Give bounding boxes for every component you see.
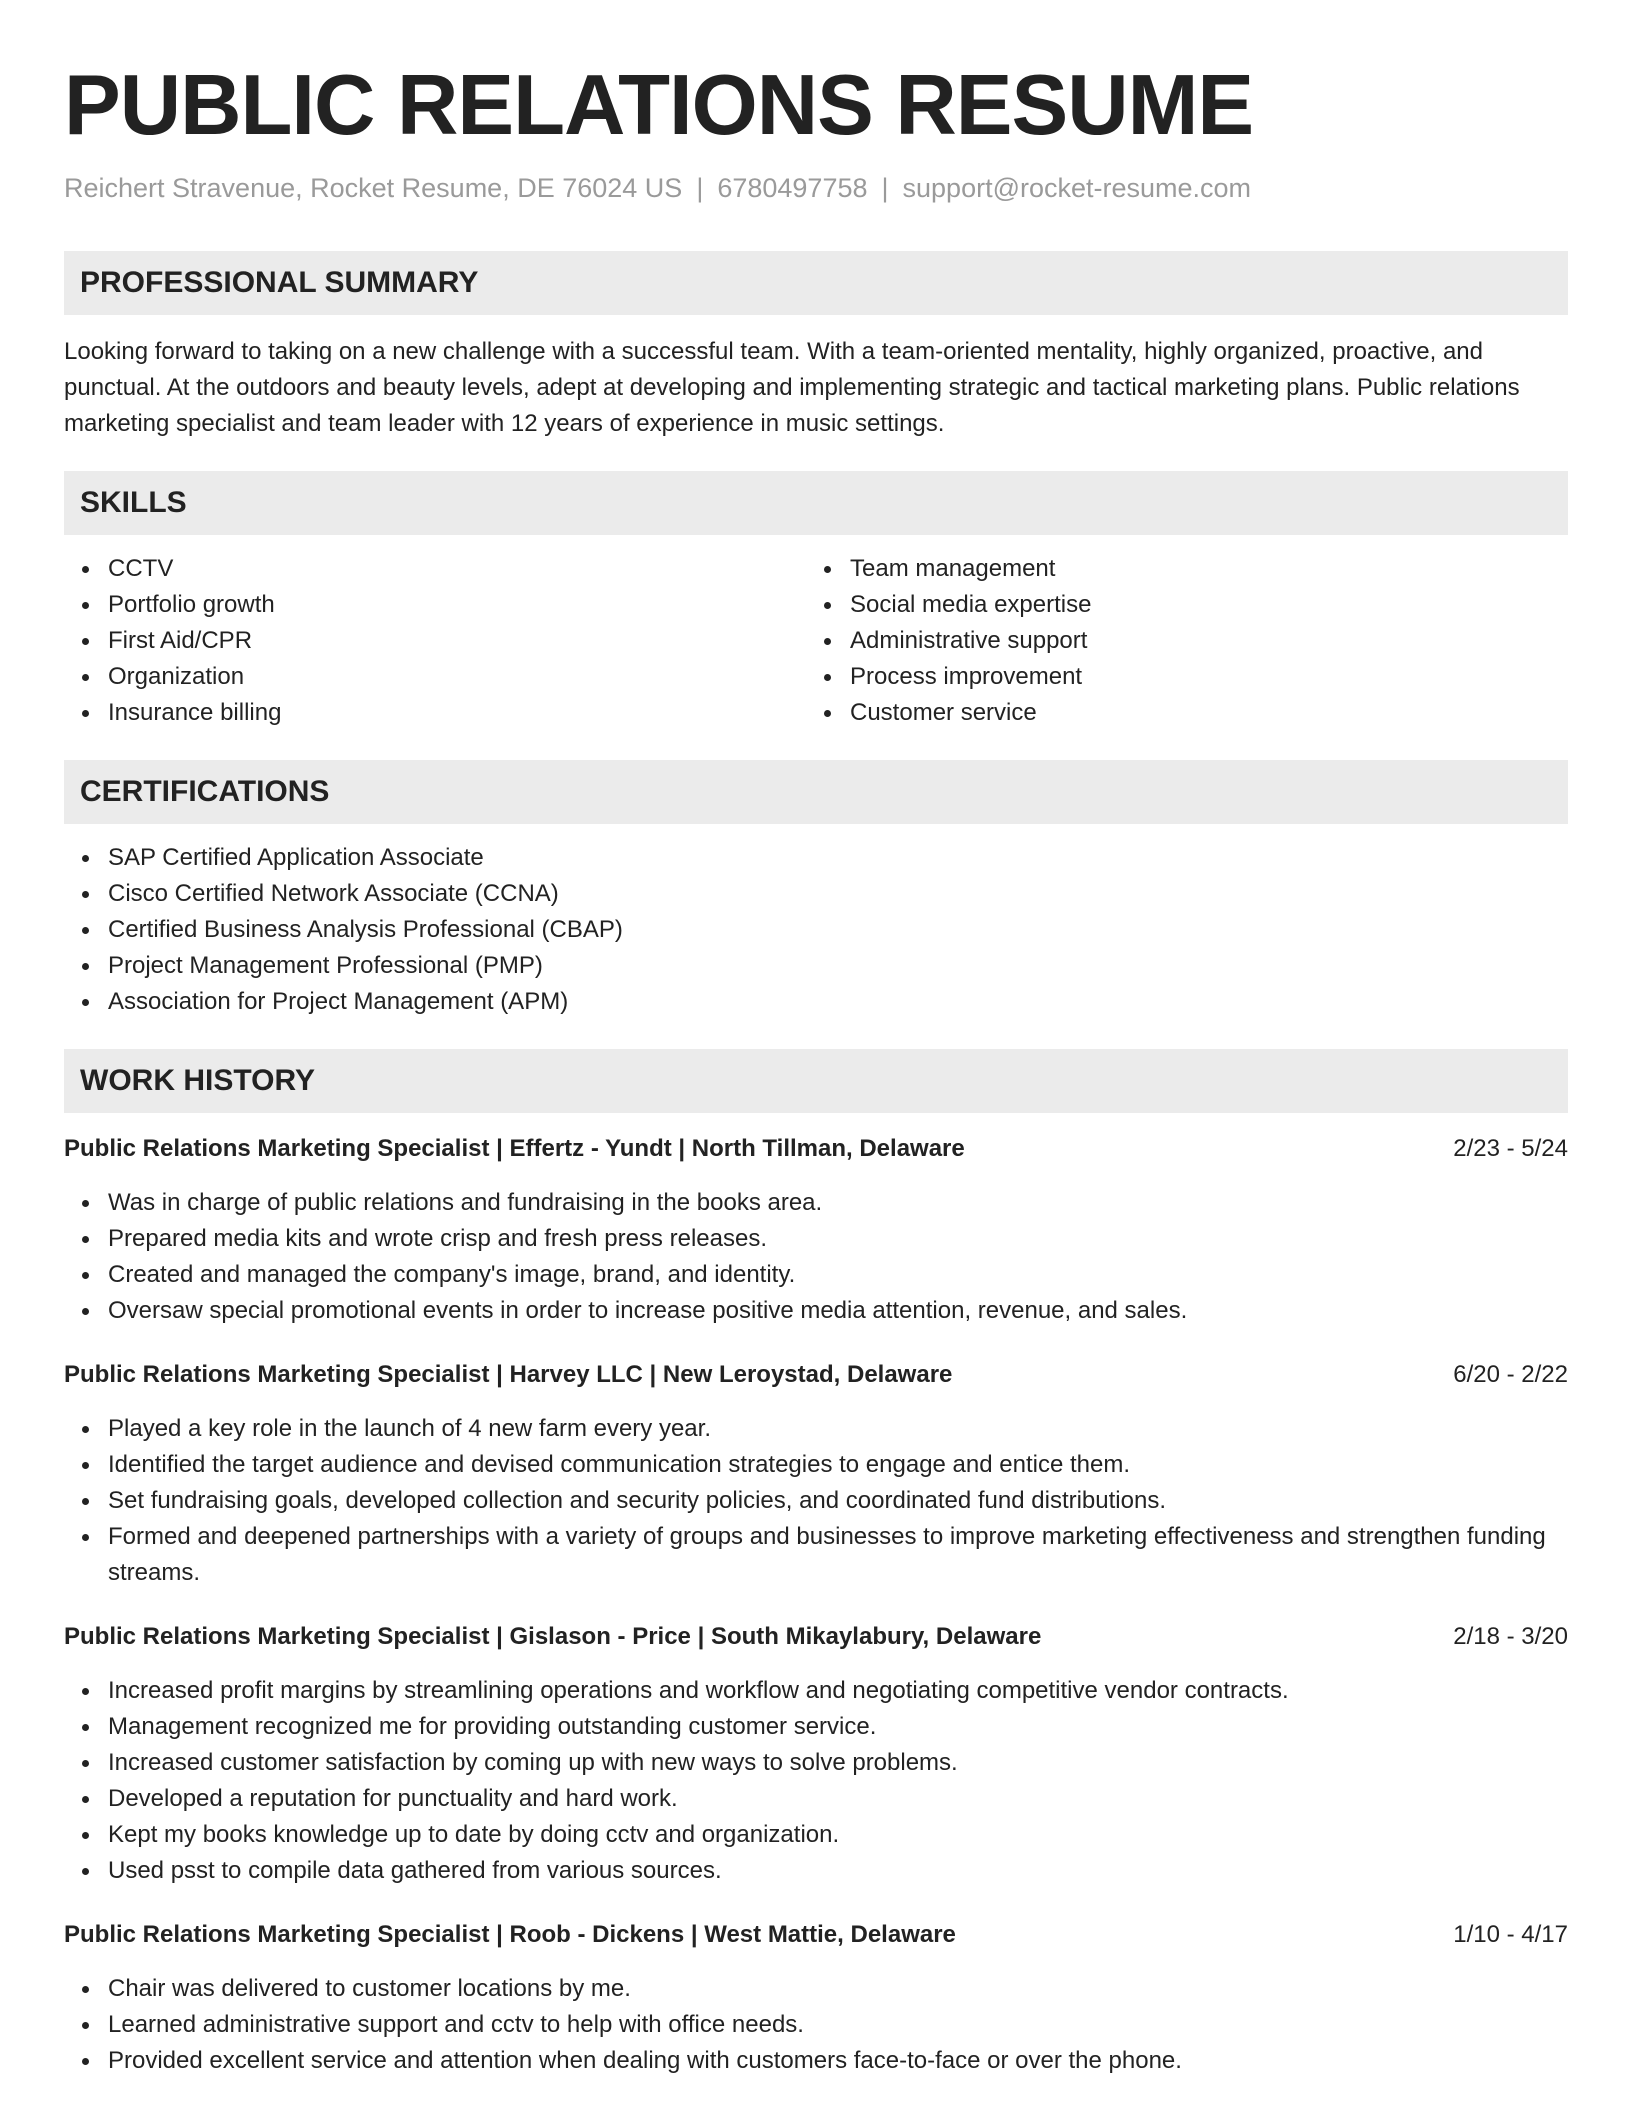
skills-column-right xyxy=(806,551,1548,731)
section-heading-certifications: CERTIFICATIONS xyxy=(64,760,1568,824)
list-item: Set fundraising goals, developed collection and security policies, and coordinated fund distributions. xyxy=(108,1483,1568,1519)
list-item: Increased customer satisfaction by coming up with new ways to solve problems. xyxy=(108,1745,1568,1781)
list-item: Prepared media kits and wrote crisp and fresh press releases. xyxy=(108,1221,1568,1257)
list-item: Organization xyxy=(108,659,806,695)
skills-column-left xyxy=(64,551,806,731)
list-item: Certified Business Analysis Professional (CBAP) xyxy=(108,912,1568,948)
contact-separator: | xyxy=(881,173,889,203)
contact-line xyxy=(64,170,1568,206)
job-title: Public Relations Marketing Specialist | Harvey LLC | New Leroystad, Delaware xyxy=(64,1361,953,1388)
job-header xyxy=(64,1357,1568,1393)
contact-phone: 6780497758 xyxy=(717,173,868,203)
list-item: First Aid/CPR xyxy=(108,623,806,659)
job-header xyxy=(64,1131,1568,1167)
job-bullets xyxy=(64,1411,1568,1591)
job-title: Public Relations Marketing Specialist | Roob - Dickens | West Mattie, Delaware xyxy=(64,1921,956,1948)
list-item: Formed and deepened partnerships with a variety of groups and businesses to improve marketing effectiveness and strengthen funding streams. xyxy=(108,1519,1568,1591)
list-item: Cisco Certified Network Associate (CCNA) xyxy=(108,876,1568,912)
list-item: Created and managed the company's image, brand, and identity. xyxy=(108,1257,1568,1293)
list-item: CCTV xyxy=(108,551,806,587)
resume-title: PUBLIC RELATIONS RESUME xyxy=(64,58,1254,153)
job-entry xyxy=(64,1917,1568,2079)
job-bullets xyxy=(64,1971,1568,2079)
list-item: Project Management Professional (PMP) xyxy=(108,948,1568,984)
job-bullets xyxy=(64,1185,1568,1329)
list-item: Identified the target audience and devised communication strategies to engage and entice them. xyxy=(108,1447,1568,1483)
list-item: Social media expertise xyxy=(850,587,1548,623)
list-item: Oversaw special promotional events in order to increase positive media attention, revenue, and sales. xyxy=(108,1293,1568,1329)
job-title: Public Relations Marketing Specialist | Gislason - Price | South Mikaylabury, Delaware xyxy=(64,1623,1042,1650)
list-item: Administrative support xyxy=(850,623,1548,659)
job-entry xyxy=(64,1131,1568,1329)
list-item: Kept my books knowledge up to date by doing cctv and organization. xyxy=(108,1817,1568,1853)
section-heading-summary: PROFESSIONAL SUMMARY xyxy=(64,251,1568,315)
list-item: Team management xyxy=(850,551,1548,587)
job-dates: 2/23 - 5/24 xyxy=(1453,1135,1568,1162)
list-item: SAP Certified Application Associate xyxy=(108,840,1568,876)
contact-separator: | xyxy=(696,173,704,203)
job-bullets xyxy=(64,1673,1568,1889)
certifications-section xyxy=(64,760,1568,1020)
job-dates: 2/18 - 3/20 xyxy=(1453,1623,1568,1650)
summary-section xyxy=(64,251,1568,442)
contact-email: support@rocket-resume.com xyxy=(902,173,1252,203)
skills-section xyxy=(64,471,1568,731)
list-item: Process improvement xyxy=(850,659,1548,695)
list-item: Association for Project Management (APM) xyxy=(108,984,1568,1020)
list-item: Learned administrative support and cctv to help with office needs. xyxy=(108,2007,1568,2043)
list-item: Portfolio growth xyxy=(108,587,806,623)
summary-text: Looking forward to taking on a new challenge with a successful team. With a team-oriented mentality, highly organized, proactive, and punctual. At the outdoors and beauty levels, adept at developing and implementing strategic and tactical marketing plans. Public relations marketing specialist and team leader with 12 years of experience in music settings. xyxy=(64,338,1520,437)
list-item: Used psst to compile data gathered from various sources. xyxy=(108,1853,1568,1889)
skills-list-left xyxy=(64,551,806,731)
skills-grid xyxy=(64,551,1568,731)
section-heading-skills: SKILLS xyxy=(64,471,1568,535)
work-history-section xyxy=(64,1049,1568,2079)
list-item: Customer service xyxy=(850,695,1548,731)
job-dates: 6/20 - 2/22 xyxy=(1453,1361,1568,1388)
section-heading-work-history: WORK HISTORY xyxy=(64,1049,1568,1113)
list-item: Management recognized me for providing outstanding customer service. xyxy=(108,1709,1568,1745)
skills-list-right xyxy=(806,551,1548,731)
list-item: Insurance billing xyxy=(108,695,806,731)
job-header xyxy=(64,1917,1568,1953)
job-entry xyxy=(64,1357,1568,1591)
list-item: Chair was delivered to customer locations by me. xyxy=(108,1971,1568,2007)
contact-address: Reichert Stravenue, Rocket Resume, DE 76024 US xyxy=(64,173,683,203)
job-header xyxy=(64,1619,1568,1655)
job-entry xyxy=(64,1619,1568,1889)
certifications-list xyxy=(64,840,1568,1020)
list-item: Played a key role in the launch of 4 new farm every year. xyxy=(108,1411,1568,1447)
list-item: Increased profit margins by streamlining operations and workflow and negotiating competitive vendor contracts. xyxy=(108,1673,1568,1709)
job-title: Public Relations Marketing Specialist | Effertz - Yundt | North Tillman, Delaware xyxy=(64,1135,965,1162)
list-item: Developed a reputation for punctuality and hard work. xyxy=(108,1781,1568,1817)
list-item: Was in charge of public relations and fundraising in the books area. xyxy=(108,1185,1568,1221)
list-item: Provided excellent service and attention when dealing with customers face-to-face or over the phone. xyxy=(108,2043,1568,2079)
job-dates: 1/10 - 4/17 xyxy=(1453,1921,1568,1948)
